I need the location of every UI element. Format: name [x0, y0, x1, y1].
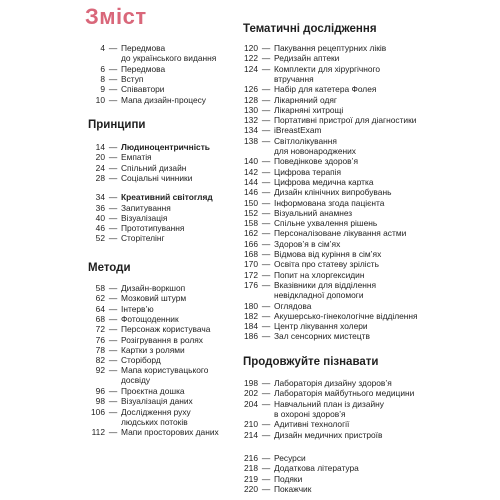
toc-page-number: 78 [95, 344, 105, 355]
toc-dash: — [261, 104, 271, 115]
toc-dash: — [108, 233, 118, 244]
toc-entry [243, 388, 414, 398]
toc-page-number: 46 [95, 223, 105, 234]
toc-dash: — [261, 388, 271, 399]
toc-dash: — [108, 386, 118, 396]
toc-entry-title: Зал сенсорних мистецтв [274, 331, 370, 342]
toc-page-number: 184 [244, 321, 258, 332]
toc-entry-title: Розігрування в ролях [121, 334, 203, 345]
toc-page-number: 180 [244, 300, 258, 311]
toc-entry [0, 314, 179, 324]
toc-page-number: 132 [244, 115, 258, 126]
toc-dash: — [108, 43, 118, 53]
toc-dash: — [108, 406, 118, 417]
toc-entry-title: Портативні пристрої для діагностики [274, 115, 417, 126]
toc-dash: — [108, 344, 118, 355]
toc-entry-title: Мапи просторових даних [121, 427, 219, 438]
toc-dash: — [261, 218, 271, 229]
toc-entry-title: Інтерв’ю [121, 303, 154, 314]
toc-page-number: 172 [244, 269, 258, 280]
toc-entry [243, 125, 321, 135]
toc-entry [243, 249, 381, 259]
toc-entry-title-continued: для новонароджених [274, 145, 356, 156]
toc-entry [243, 280, 376, 290]
toc-page-number: 82 [95, 355, 105, 366]
toc-entry-title: Центр лікування холери [274, 321, 368, 332]
toc-entry [243, 84, 376, 94]
toc-entry [243, 177, 374, 187]
toc-page-number: 24 [95, 162, 105, 173]
toc-entry [0, 84, 164, 94]
toc-entry-title-continued: в охороні здоров’я [274, 408, 346, 419]
toc-entry-title-continued: втручання [274, 73, 314, 84]
toc-entry [243, 463, 359, 473]
toc-entry-title: Соціальні чинники [121, 172, 193, 183]
toc-entry-title: Передмова [121, 63, 166, 74]
toc-page-number: 214 [244, 429, 258, 440]
toc-dash: — [261, 197, 271, 208]
toc-page-number: 198 [244, 378, 258, 388]
toc-entry-title: Дизайн-воркшоп [121, 283, 186, 293]
toc-entry [0, 386, 185, 396]
toc-entry-title: Людиноцентричність [121, 142, 210, 152]
toc-entry-title-continued: до українського видання [121, 53, 217, 63]
toc-dash: — [261, 176, 271, 187]
toc-entry [0, 324, 210, 334]
toc-dash: — [108, 334, 118, 345]
toc-entry [243, 53, 339, 63]
toc-entry [243, 218, 377, 228]
toc-entry [0, 173, 192, 183]
toc-entry [243, 167, 341, 177]
toc-entry [243, 239, 340, 249]
toc-entry-title: Цифрова медична картка [274, 176, 374, 187]
toc-entry [243, 331, 370, 341]
toc-dash: — [108, 172, 118, 183]
toc-entry [0, 355, 161, 365]
toc-entry [243, 198, 384, 208]
toc-entry-title: Лабораторія дизайну здоров’я [274, 378, 392, 388]
toc-page-number: 9 [100, 84, 105, 95]
toc-page-number: 144 [244, 176, 258, 187]
toc-dash: — [108, 303, 118, 314]
toc-entry-title: Подяки [274, 473, 303, 484]
toc-entry [243, 270, 365, 280]
toc-dash: — [261, 300, 271, 311]
toc-entry [0, 335, 203, 345]
toc-dash: — [261, 228, 271, 239]
toc-dash: — [261, 115, 271, 126]
toc-dash: — [261, 207, 271, 218]
toc-entry-title: Спільне ухвалення рішень [274, 218, 378, 229]
toc-entry-title: Покажчик [274, 483, 312, 494]
toc-entry-title: Оглядова [274, 300, 312, 311]
toc-entry [243, 228, 406, 238]
toc-entry [243, 321, 368, 331]
toc-entry [243, 301, 311, 311]
toc-dash: — [261, 483, 271, 494]
toc-entry [243, 430, 382, 440]
toc-dash: — [261, 63, 271, 74]
toc-page-number: 150 [244, 197, 258, 208]
toc-page-number: 218 [244, 463, 258, 474]
toc-page-number: 120 [244, 43, 258, 53]
toc-entry [243, 64, 380, 74]
toc-page-number: 166 [244, 238, 258, 249]
toc-entry [0, 233, 165, 243]
toc-entry [0, 64, 165, 74]
toc-entry-title: Пакування рецептурних ліків [274, 43, 387, 53]
toc-entry-title: Редизайн аптеки [274, 53, 340, 64]
toc-dash: — [108, 293, 118, 304]
toc-entry-title: Передмова [121, 43, 166, 53]
toc-entry-title: Попит на хлоргексидин [274, 269, 365, 280]
toc-dash: — [261, 453, 271, 463]
toc-dash: — [108, 84, 118, 95]
toc-page-number: 72 [95, 324, 105, 335]
toc-dash: — [261, 135, 271, 146]
toc-page-number: 52 [95, 233, 105, 244]
toc-dash: — [261, 378, 271, 388]
toc-page-number: 58 [95, 283, 105, 293]
toc-entry-title: Лікарняні хитрощі [274, 104, 344, 115]
toc-page-number: 14 [95, 142, 105, 152]
toc-entry-title: Візуалізація [121, 212, 168, 223]
toc-page-number: 76 [95, 334, 105, 345]
toc-entry [0, 345, 185, 355]
toc-page-number: 62 [95, 293, 105, 304]
toc-page-number: 8 [100, 73, 105, 84]
toc-page-number: 130 [244, 104, 258, 115]
toc-page-number: 10 [95, 94, 105, 105]
toc-entry-title: Поведінкове здоров’я [274, 156, 358, 167]
toc-dash: — [108, 94, 118, 105]
toc-entry-title: Світлолікування [274, 135, 337, 146]
toc-entry-title: Візуальний анамнез [274, 207, 353, 218]
toc-page-number: 134 [244, 125, 258, 136]
toc-entry-title: Ресурси [274, 453, 306, 463]
toc-entry-title: Освіта про статеву зрілість [274, 259, 379, 270]
toc-dash: — [261, 419, 271, 430]
toc-entry-title: Співавтори [121, 84, 165, 95]
toc-entry-title: Набір для катетера Фолея [274, 84, 377, 95]
toc-page-number: 146 [244, 187, 258, 198]
toc-dash: — [261, 249, 271, 259]
toc-page-number: 126 [244, 84, 258, 95]
toc-page-number: 202 [244, 388, 258, 399]
toc-page-number: 204 [244, 398, 258, 409]
toc-entry [243, 378, 392, 388]
toc-entry-title: Мапа користувацького [121, 365, 209, 376]
toc-page-number: 6 [100, 63, 105, 74]
toc-dash: — [108, 283, 118, 293]
toc-entry-title: Лікарняний одяг [274, 94, 337, 105]
toc-entry [243, 484, 311, 494]
toc-page-number: 210 [244, 419, 258, 430]
toc-dash: — [261, 94, 271, 105]
toc-entry-title: Дизайн клінічних випробувань [274, 187, 392, 198]
toc-dash: — [108, 313, 118, 324]
methods-heading: Методи [88, 262, 131, 274]
toc-dash: — [261, 156, 271, 167]
toc-page-number: 92 [95, 365, 105, 376]
toc-entry [0, 365, 208, 375]
toc-page-number: 128 [244, 94, 258, 105]
toc-entry [0, 163, 186, 173]
toc-dash: — [108, 152, 118, 163]
toc-dash: — [108, 162, 118, 173]
toc-entry [243, 187, 391, 197]
toc-entry [0, 223, 184, 233]
principles-heading: Принципи [88, 119, 146, 131]
toc-entry-title: Навчальний план із дизайну [274, 398, 384, 409]
toc-dash: — [261, 166, 271, 177]
toc-page-number: 36 [95, 202, 105, 213]
toc-dash: — [261, 269, 271, 280]
toc-entry [243, 311, 418, 321]
toc-entry-title-continued: невідкладної допомоги [274, 289, 364, 300]
toc-entry [243, 95, 337, 105]
toc-entry-title: Здоров’я в сім’ях [274, 238, 341, 249]
toc-entry-title: Комплекти для хірургічного [274, 63, 381, 74]
toc-entry [0, 142, 210, 152]
toc-page-number: 28 [95, 172, 105, 183]
toc-entry [0, 74, 143, 84]
toc-page-number: 152 [244, 207, 258, 218]
toc-page-number: 106 [91, 406, 105, 417]
toc-page-number: 40 [95, 212, 105, 223]
toc-page-number: 142 [244, 166, 258, 177]
toc-dash: — [108, 142, 118, 152]
toc-dash: — [108, 192, 118, 203]
toc-entry [0, 407, 191, 417]
toc-dash: — [261, 463, 271, 474]
toc-entry-title: Персоналізоване лікування астми [274, 228, 407, 239]
toc-dash: — [261, 331, 271, 342]
toc-entry-title: Сторітелінг [121, 233, 165, 244]
toc-entry-title: Відмова від куріння в сім’ях [274, 249, 382, 259]
toc-entry-title: Емпатія [121, 152, 152, 163]
toc-dash: — [261, 53, 271, 64]
toc-page-number: 158 [244, 218, 258, 229]
toc-entry-title-continued: досвіду [121, 375, 151, 386]
toc-dash: — [108, 427, 118, 438]
toc-entry-title: Прототипування [121, 223, 185, 234]
toc-page-number: 122 [244, 53, 258, 64]
toc-page-number: 96 [95, 386, 105, 396]
toc-entry [243, 453, 306, 463]
toc-entry-title: Цифрова терапія [274, 166, 342, 177]
toc-entry-title: Вступ [121, 73, 144, 84]
toc-dash: — [261, 238, 271, 249]
toc-entry-title: Картки з ролями [121, 344, 185, 355]
toc-entry [243, 399, 384, 409]
toc-dash: — [108, 63, 118, 74]
toc-dash: — [108, 202, 118, 213]
toc-entry [0, 192, 213, 202]
toc-dash: — [261, 398, 271, 409]
toc-dash: — [261, 310, 271, 321]
toc-entry-title: Візуалізація даних [121, 396, 193, 407]
toc-entry-title: Інформована згода пацієнта [274, 197, 385, 208]
toc-page-number: 98 [95, 396, 105, 407]
toc-entry-title: iBreastExam [274, 125, 322, 136]
toc-entry [0, 95, 206, 105]
toc-entry [243, 105, 343, 115]
toc-page-number: 216 [244, 453, 258, 463]
toc-dash: — [261, 259, 271, 270]
toc-entry [0, 213, 167, 223]
toc-page-number: 112 [91, 427, 105, 438]
toc-page-number: 162 [244, 228, 258, 239]
toc-page-number: 20 [95, 152, 105, 163]
toc-entry [0, 43, 165, 53]
toc-entry-title: Фотощоденник [121, 313, 179, 324]
toc-dash: — [108, 212, 118, 223]
toc-dash: — [261, 321, 271, 332]
toc-entry [243, 474, 302, 484]
toc-dash: — [108, 396, 118, 407]
toc-entry-title: Дизайн медичних пристроїв [274, 429, 383, 440]
toc-dash: — [261, 125, 271, 136]
toc-entry [243, 156, 358, 166]
toc-entry [0, 203, 171, 213]
toc-page-number: 140 [244, 156, 258, 167]
toc-page-number: 124 [244, 63, 258, 74]
toc-page-number: 220 [244, 483, 258, 494]
page-title: Зміст [85, 4, 147, 29]
toc-entry [0, 293, 186, 303]
toc-entry-title: Креативний світогляд [121, 192, 213, 203]
toc-page-number: 186 [244, 331, 258, 342]
toc-entry-title: Вказівники для відділення [274, 279, 377, 290]
toc-dash: — [261, 43, 271, 53]
continue-heading: Продовжуйте пізнавати [243, 356, 379, 368]
toc-page-number: 170 [244, 259, 258, 270]
case-studies-heading: Тематичні дослідження [243, 23, 377, 35]
toc-dash: — [108, 355, 118, 366]
toc-page-number: 68 [95, 313, 105, 324]
toc-entry-title: Запитування [121, 202, 171, 213]
toc-entry [0, 427, 219, 437]
toc-dash: — [108, 223, 118, 234]
toc-dash: — [108, 365, 118, 376]
toc-entry [243, 419, 349, 429]
toc-entry-title: Проєктна дошка [121, 386, 185, 396]
toc-entry-title: Персонаж користувача [121, 324, 211, 335]
toc-entry [0, 283, 185, 293]
toc-page-number: 4 [100, 43, 105, 53]
toc-dash: — [261, 187, 271, 198]
toc-entry [243, 136, 337, 146]
toc-entry-title: Спільний дизайн [121, 162, 187, 173]
toc-entry [0, 152, 152, 162]
toc-dash: — [261, 473, 271, 484]
toc-entry-title: Додаткова література [274, 463, 359, 474]
toc-page-number: 34 [95, 192, 105, 203]
toc-page-number: 176 [244, 279, 258, 290]
toc-dash: — [261, 279, 271, 290]
toc-entry-title: Мапа дизайн-процесу [121, 94, 206, 105]
toc-dash: — [261, 429, 271, 440]
toc-page-number: 138 [244, 135, 258, 146]
toc-entry-title: Лабораторія майбутнього медицини [274, 388, 415, 399]
toc-entry [0, 396, 193, 406]
toc-entry [243, 43, 386, 53]
toc-entry-title-continued: людських потоків [121, 416, 188, 427]
toc-entry [243, 259, 379, 269]
toc-entry-title: Дослідження руху [121, 406, 191, 417]
toc-entry-title: Акушерсько-гінекологічне відділення [274, 310, 418, 321]
toc-dash: — [108, 73, 118, 84]
toc-entry-title: Сторіборд [121, 355, 161, 366]
toc-page-number: 168 [244, 249, 258, 259]
toc-dash: — [108, 324, 118, 335]
toc-page-number: 219 [244, 473, 258, 484]
toc-dash: — [261, 84, 271, 95]
toc-entry [0, 304, 154, 314]
toc-entry [243, 208, 352, 218]
toc-entry [243, 115, 416, 125]
toc-entry-title: Адитивні технології [274, 419, 350, 430]
toc-page-number: 182 [244, 310, 258, 321]
toc-entry-title: Мозковий штурм [121, 293, 187, 304]
toc-page-number: 64 [95, 303, 105, 314]
